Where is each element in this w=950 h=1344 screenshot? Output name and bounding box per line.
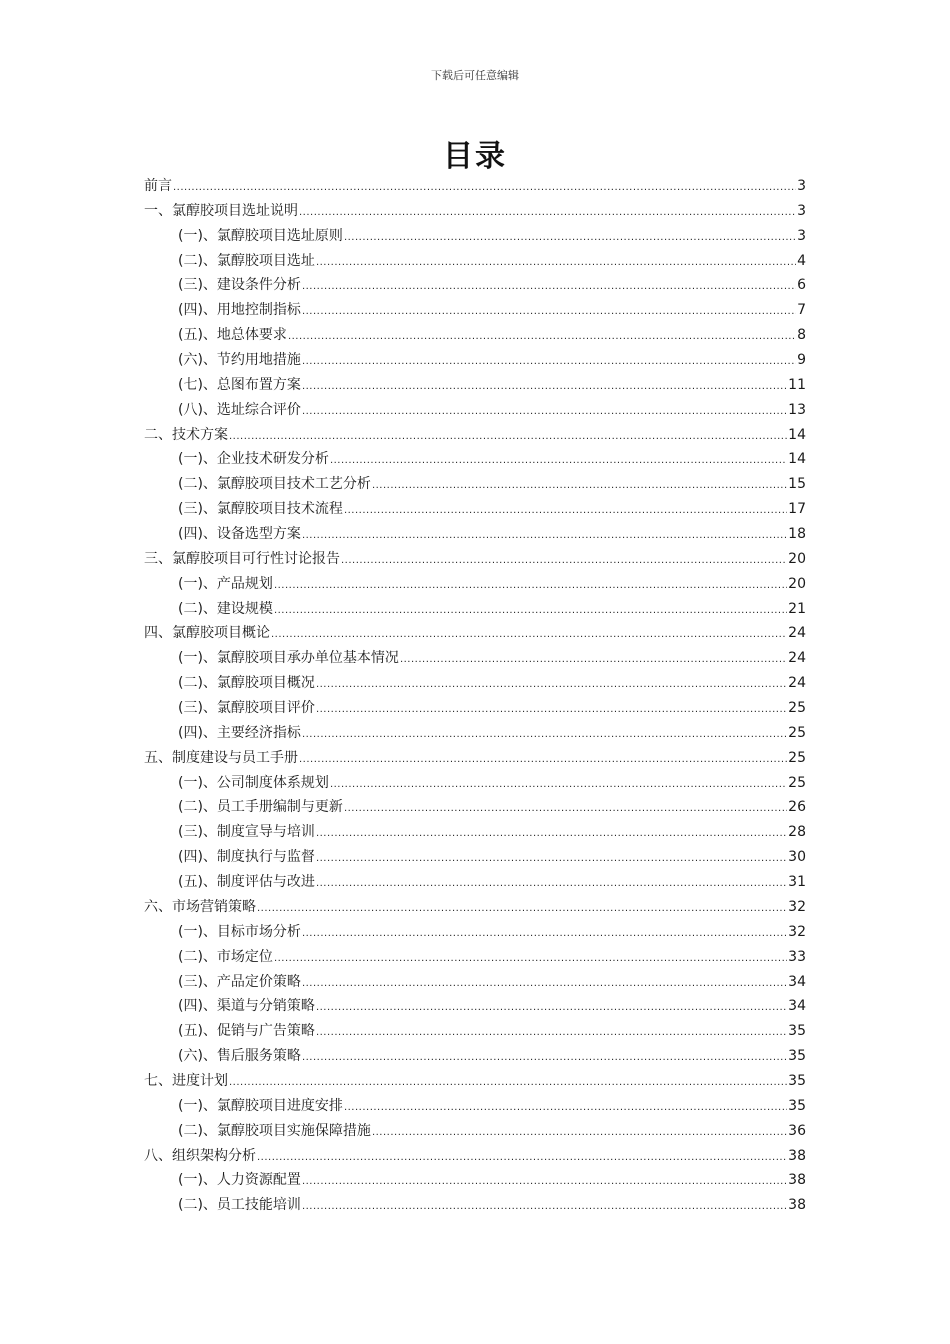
toc-entry-page-number: 8 (797, 327, 806, 344)
toc-entry-page-number: 35 (788, 1072, 806, 1089)
dot-leader (344, 226, 796, 251)
toc-entry-page-number: 3 (797, 202, 806, 219)
dot-leader (271, 623, 787, 648)
dot-leader (274, 574, 787, 599)
toc-entry[interactable] (144, 447, 806, 472)
toc-entry-page-number: 28 (788, 824, 806, 841)
toc-entry-label: (三)、产品定价策略 (178, 973, 301, 990)
dot-leader (316, 822, 787, 847)
toc-entry-page-number: 24 (788, 625, 806, 642)
dot-leader (400, 648, 787, 673)
toc-entry[interactable] (144, 298, 806, 323)
toc-entry[interactable] (144, 348, 806, 373)
toc-entry[interactable] (144, 820, 806, 845)
dot-leader (344, 499, 787, 524)
toc-entry-page-number: 35 (788, 1097, 806, 1114)
dot-leader (302, 275, 796, 300)
toc-entry[interactable] (144, 373, 806, 398)
toc-entry-label: (二)、员工技能培训 (178, 1197, 301, 1214)
dot-leader (316, 872, 787, 897)
toc-entry-label: (二)、氯醇胶项目概况 (178, 675, 315, 692)
toc-entry-page-number: 13 (788, 401, 806, 418)
dot-leader (274, 947, 787, 972)
toc-title: 目录 (443, 139, 507, 174)
toc-entry-label: (三)、建设条件分析 (178, 277, 301, 294)
toc-entry-label: (四)、渠道与分销策略 (178, 998, 315, 1015)
toc-entry[interactable] (144, 1094, 806, 1119)
toc-entry-page-number: 24 (788, 650, 806, 667)
toc-entry-label: (五)、促销与广告策略 (178, 1023, 315, 1040)
toc-entry-label: (二)、市场定位 (178, 948, 273, 965)
dot-leader (302, 524, 787, 549)
toc-entry[interactable] (144, 646, 806, 671)
toc-entry-page-number: 25 (788, 749, 806, 766)
toc-entry[interactable] (144, 1193, 806, 1218)
toc-entry-page-number: 11 (788, 376, 806, 393)
toc-entry-label: (三)、氯醇胶项目技术流程 (178, 501, 343, 518)
toc-entry[interactable] (144, 423, 806, 448)
toc-entry[interactable] (144, 845, 806, 870)
toc-entry[interactable] (144, 1168, 806, 1193)
dot-leader (330, 773, 787, 798)
toc-entry-page-number: 25 (788, 724, 806, 741)
toc-entry-label: (二)、建设规模 (178, 600, 273, 617)
toc-entry[interactable] (144, 522, 806, 547)
toc-entry-label: 前言 (144, 178, 172, 194)
dot-leader (302, 350, 796, 375)
toc-entry-label: (一)、氯醇胶项目承办单位基本情况 (178, 650, 399, 667)
dot-leader (302, 1170, 787, 1195)
toc-entry[interactable] (144, 994, 806, 1019)
toc-entry-label: (一)、产品规划 (178, 575, 273, 592)
toc-entry[interactable] (144, 870, 806, 895)
toc-entry[interactable] (144, 249, 806, 274)
dot-leader (316, 673, 787, 698)
toc-entry-page-number: 9 (797, 352, 806, 369)
toc-entry-page-number: 35 (788, 1023, 806, 1040)
dot-leader (302, 375, 787, 400)
dot-leader (316, 698, 787, 723)
dot-leader (229, 425, 787, 450)
toc-entry-label: 七、进度计划 (144, 1072, 228, 1089)
toc-entry[interactable] (144, 199, 806, 224)
toc-entry-page-number: 18 (788, 526, 806, 543)
toc-entry-label: (五)、地总体要求 (178, 327, 287, 344)
toc-entry[interactable] (144, 224, 806, 249)
toc-entry-page-number: 38 (788, 1172, 806, 1189)
toc-entry-page-number: 7 (797, 302, 806, 319)
toc-entry-label: (五)、制度评估与改进 (178, 874, 315, 891)
toc-entry-label: 一、氯醇胶项目选址说明 (144, 202, 298, 219)
toc-entry[interactable] (144, 1144, 806, 1169)
dot-leader (299, 748, 787, 773)
table-of-contents (144, 174, 806, 1218)
toc-entry-page-number: 3 (797, 178, 806, 194)
toc-entry-label: (四)、主要经济指标 (178, 724, 301, 741)
dot-leader (302, 1195, 787, 1220)
toc-entry[interactable] (144, 597, 806, 622)
toc-entry-page-number: 32 (788, 898, 806, 915)
dot-leader (316, 996, 787, 1021)
toc-entry-label: (一)、目标市场分析 (178, 923, 301, 940)
toc-entry[interactable] (144, 696, 806, 721)
toc-entry-label: 六、市场营销策略 (144, 898, 256, 915)
toc-entry-label: (三)、氯醇胶项目评价 (178, 700, 315, 717)
toc-entry-page-number: 25 (788, 774, 806, 791)
toc-entry-label: (四)、制度执行与监督 (178, 849, 315, 866)
toc-entry-label: (四)、用地控制指标 (178, 302, 301, 319)
dot-leader (173, 176, 796, 201)
toc-entry-label: 八、组织架构分析 (144, 1147, 256, 1164)
dot-leader (302, 723, 787, 748)
toc-entry-page-number: 34 (788, 973, 806, 990)
toc-entry[interactable] (144, 771, 806, 796)
dot-leader (288, 325, 796, 350)
toc-entry-page-number: 24 (788, 675, 806, 692)
toc-entry-page-number: 20 (788, 550, 806, 567)
toc-entry[interactable] (144, 1069, 806, 1094)
toc-entry-label: (一)、公司制度体系规划 (178, 774, 329, 791)
toc-entry[interactable] (144, 497, 806, 522)
toc-entry[interactable] (144, 671, 806, 696)
dot-leader (316, 1021, 787, 1046)
toc-entry-page-number: 20 (788, 575, 806, 592)
toc-entry-label: (一)、氯醇胶项目进度安排 (178, 1097, 343, 1114)
toc-entry-label: (一)、氯醇胶项目选址原则 (178, 227, 343, 244)
toc-entry-page-number: 26 (788, 799, 806, 816)
toc-entry-page-number: 35 (788, 1048, 806, 1065)
toc-entry-page-number: 32 (788, 923, 806, 940)
toc-entry-label: (三)、制度宣导与培训 (178, 824, 315, 841)
dot-leader (341, 549, 787, 574)
toc-entry-label: (二)、氯醇胶项目选址 (178, 252, 315, 269)
toc-entry-label: (二)、氯醇胶项目实施保障措施 (178, 1122, 371, 1139)
dot-leader (299, 201, 796, 226)
toc-entry[interactable] (144, 721, 806, 746)
toc-entry-page-number: 38 (788, 1197, 806, 1214)
toc-entry[interactable] (144, 970, 806, 995)
dot-leader (316, 251, 796, 276)
toc-entry-label: (四)、设备选型方案 (178, 526, 301, 543)
toc-entry-page-number: 14 (788, 451, 806, 468)
toc-entry-label: (一)、人力资源配置 (178, 1172, 301, 1189)
dot-leader (302, 400, 787, 425)
dot-leader (302, 300, 796, 325)
dot-leader (302, 1046, 787, 1071)
dot-leader (372, 474, 787, 499)
toc-entry-label: (六)、节约用地措施 (178, 352, 301, 369)
toc-entry-page-number: 33 (788, 948, 806, 965)
toc-entry-page-number: 14 (788, 426, 806, 443)
toc-entry-label: 三、氯醇胶项目可行性讨论报告 (144, 550, 340, 567)
toc-entry-label: (七)、总图布置方案 (178, 376, 301, 393)
toc-entry-label: (二)、员工手册编制与更新 (178, 799, 343, 816)
header-note: 下载后可任意编辑 (431, 69, 519, 82)
toc-entry[interactable] (144, 795, 806, 820)
dot-leader (316, 847, 787, 872)
toc-entry[interactable] (144, 572, 806, 597)
dot-leader (302, 972, 787, 997)
toc-entry[interactable] (144, 895, 806, 920)
toc-entry[interactable] (144, 920, 806, 945)
dot-leader (372, 1121, 787, 1146)
toc-entry-label: 五、制度建设与员工手册 (144, 749, 298, 766)
toc-entry-page-number: 17 (788, 501, 806, 518)
toc-entry-page-number: 36 (788, 1122, 806, 1139)
toc-entry-label: 四、氯醇胶项目概论 (144, 625, 270, 642)
toc-entry-page-number: 4 (797, 252, 806, 269)
toc-entry-page-number: 31 (788, 874, 806, 891)
toc-entry-label: (一)、企业技术研发分析 (178, 451, 329, 468)
toc-entry[interactable] (144, 1019, 806, 1044)
dot-leader (302, 922, 787, 947)
toc-entry-label: (六)、售后服务策略 (178, 1048, 301, 1065)
dot-leader (344, 797, 787, 822)
toc-entry-label: (二)、氯醇胶项目技术工艺分析 (178, 476, 371, 493)
toc-entry-page-number: 15 (788, 476, 806, 493)
dot-leader (330, 449, 787, 474)
toc-entry[interactable] (144, 945, 806, 970)
toc-entry[interactable] (144, 174, 806, 199)
toc-entry[interactable] (144, 323, 806, 348)
toc-entry[interactable] (144, 273, 806, 298)
toc-entry-page-number: 38 (788, 1147, 806, 1164)
toc-entry-label: 二、技术方案 (144, 426, 228, 443)
dot-leader (257, 897, 787, 922)
dot-leader (229, 1071, 787, 1096)
toc-entry-page-number: 21 (788, 600, 806, 617)
toc-entry[interactable] (144, 746, 806, 771)
dot-leader (274, 599, 787, 624)
toc-entry[interactable] (144, 1119, 806, 1144)
dot-leader (344, 1096, 787, 1121)
toc-entry-page-number: 6 (797, 277, 806, 294)
toc-entry[interactable] (144, 472, 806, 497)
toc-entry-page-number: 34 (788, 998, 806, 1015)
toc-entry-label: (八)、选址综合评价 (178, 401, 301, 418)
toc-entry-page-number: 25 (788, 700, 806, 717)
toc-entry[interactable] (144, 398, 806, 423)
toc-entry[interactable] (144, 547, 806, 572)
toc-entry-page-number: 30 (788, 849, 806, 866)
toc-entry[interactable] (144, 621, 806, 646)
toc-entry-page-number: 3 (797, 227, 806, 244)
dot-leader (257, 1146, 787, 1171)
toc-entry[interactable] (144, 1044, 806, 1069)
